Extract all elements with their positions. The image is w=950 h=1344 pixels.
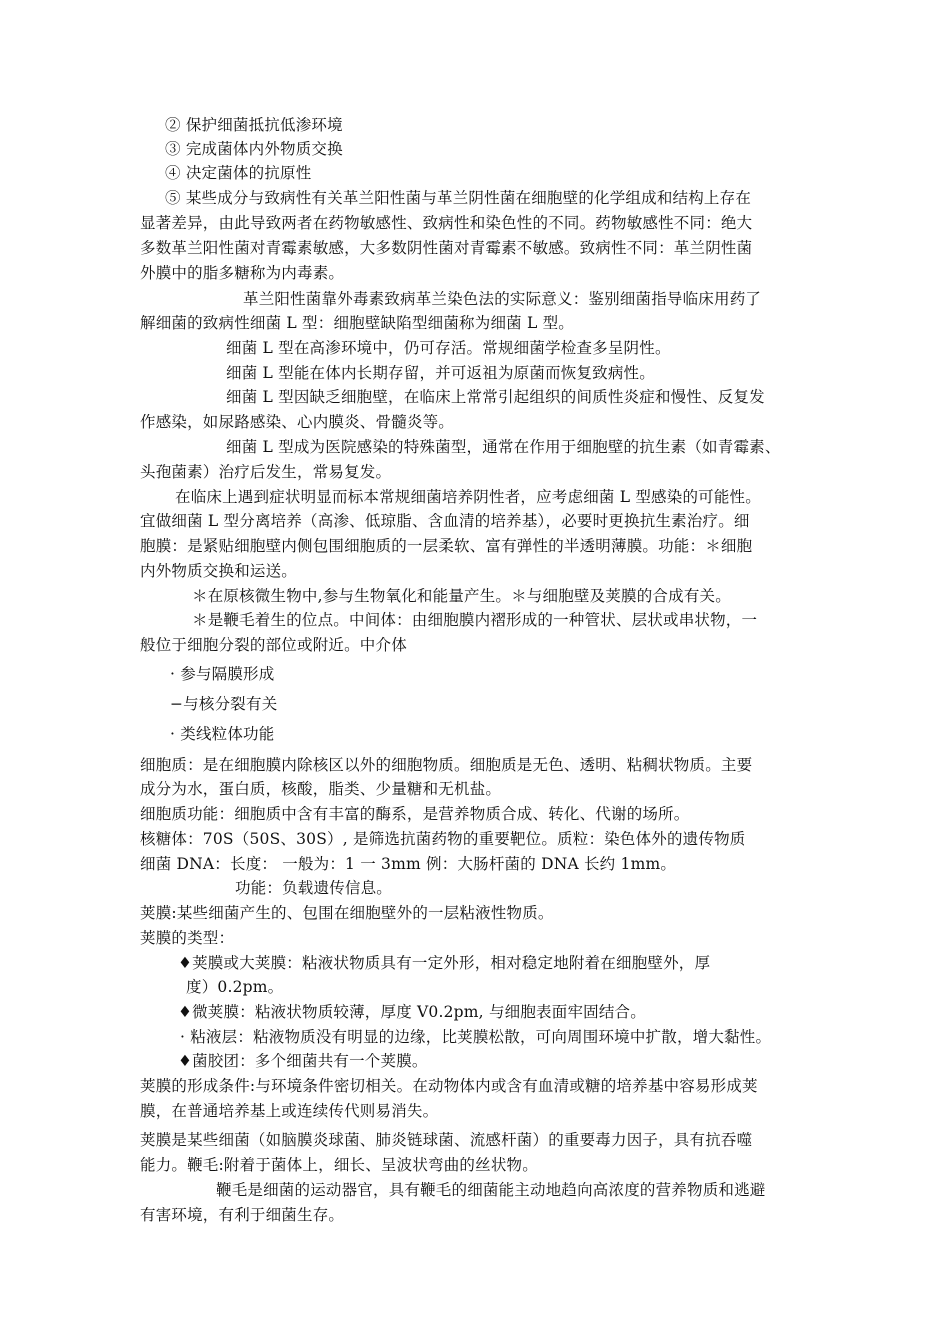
text-line: 荚膜的类型： bbox=[140, 929, 235, 947]
text-line: 鞭毛是细菌的运动器官，具有鞭毛的细菌能主动地趋向高浓度的营养物质和逃避 bbox=[216, 1181, 766, 1199]
text-line: 能力。鞭毛:附着于菌体上，细长、呈波状弯曲的丝状物。 bbox=[140, 1156, 538, 1174]
text-line: ④ 决定菌体的抗原性 bbox=[165, 164, 312, 182]
text-line: 细菌 DNA：长度： 一般为：1 一 3mm 例：大肠杆菌的 DNA 长约 1mm。 bbox=[140, 855, 677, 873]
text-line: 荚膜的形成条件:与环境条件密切相关。在动物体内或含有血清或糖的培养基中容易形成荚 bbox=[140, 1077, 758, 1095]
text-line: 膜，在普通培养基上或连续传代则易消失。 bbox=[140, 1102, 439, 1120]
text-line: 细胞质：是在细胞膜内除核区以外的细胞物质。细胞质是无色、透明、粘稠状物质。主要 bbox=[140, 756, 753, 774]
bullet-item: ♦荚膜或大荚膜：粘液状物质具有一定外形，相对稳定地附着在细胞壁外，厚 bbox=[178, 954, 711, 972]
text-line: 革兰阳性菌靠外毒素致病革兰染色法的实际意义：鉴别细菌指导临床用药了 bbox=[243, 290, 762, 308]
text-line: 宜做细菌 L 型分离培养（高渗、低琼脂、含血清的培养基），必要时更换抗生素治疗。细 bbox=[140, 512, 750, 530]
text-line: 细胞质功能：细胞质中含有丰富的酶系，是营养物质合成、转化、代谢的场所。 bbox=[140, 805, 690, 823]
text-line: 内外物质交换和运送。 bbox=[140, 562, 298, 580]
text-line: 作感染，如尿路感染、心内膜炎、骨髓炎等。 bbox=[140, 413, 455, 431]
text-line: 功能：负载遗传信息。 bbox=[235, 879, 393, 897]
text-line: 胞膜：是紧贴细胞壁内侧包围细胞质的一层柔软、富有弹性的半透明薄膜。功能：＊细胞 bbox=[140, 537, 753, 555]
text-line: ③ 完成菌体内外物质交换 bbox=[165, 140, 343, 158]
text-line: 显著差异，由此导致两者在药物敏感性、致病性和染色性的不同。药物敏感性不同：绝大 bbox=[140, 214, 753, 232]
text-line: 外膜中的脂多糖称为内毒素。 bbox=[140, 264, 345, 282]
text-line: 荚膜是某些细菌（如脑膜炎球菌、肺炎链球菌、流感杆菌）的重要毒力因子，具有抗吞噬 bbox=[140, 1131, 753, 1149]
bullet-item: · 粘液层：粘液物质没有明显的边缘，比荚膜松散，可向周围环境中扩散，增大黏性。 bbox=[180, 1028, 772, 1046]
text-line: 成分为水，蛋白质，核酸，脂类、少量糖和无机盐。 bbox=[140, 780, 502, 798]
text-line: 细菌 L 型在高渗环境中，仍可存活。常规细菌学检查多呈阴性。 bbox=[226, 339, 671, 357]
bullet-item: ♦菌胶团：多个细菌共有一个荚膜。 bbox=[178, 1052, 428, 1070]
text-line: 解细菌的致病性细菌 L 型：细胞壁缺陷型细菌称为细菌 L 型。 bbox=[140, 314, 574, 332]
text-line: 有害环境，有利于细菌生存。 bbox=[140, 1206, 345, 1224]
bullet-item: ♦微荚膜：粘液状物质较薄，厚度 V0.2pm, 与细胞表面牢固结合。 bbox=[178, 1003, 646, 1021]
bullet-item: · 参与隔膜形成 bbox=[170, 665, 275, 683]
text-line: 细菌 L 型因缺乏细胞壁，在临床上常常引起组织的间质性炎症和慢性、反复发 bbox=[226, 388, 765, 406]
text-line: ② 保护细菌抵抗低渗环境 bbox=[165, 116, 343, 134]
text-line: 般位于细胞分裂的部位或附近。中介体 bbox=[140, 636, 407, 654]
text-line: 在临床上遇到症状明显而标本常规细菌培养阴性者，应考虑细菌 L 型感染的可能性。 bbox=[175, 488, 761, 506]
text-line: ＊是鞭毛着生的位点。中间体：由细胞膜内褶形成的一种管状、层状或串状物，一 bbox=[192, 611, 758, 629]
text-line: 细菌 L 型成为医院感染的特殊菌型，通常在作用于细胞壁的抗生素（如青霉素、 bbox=[226, 438, 781, 456]
text-line: 度）0.2pm。 bbox=[186, 978, 284, 996]
text-line: 荚膜:某些细菌产生的、包围在细胞壁外的一层粘液性物质。 bbox=[140, 904, 554, 922]
text-line: 细菌 L 型能在体内长期存留，并可返祖为原菌而恢复致病性。 bbox=[226, 364, 655, 382]
text-line: 头孢菌素）治疗后发生，常易复发。 bbox=[140, 463, 392, 481]
text-line: ＊在原核微生物中,参与生物氧化和能量产生。＊与细胞壁及荚膜的合成有关。 bbox=[192, 587, 731, 605]
text-line: 核糖体：70S（50S、30S）, 是筛选抗菌药物的重要靶位。质粒：染色体外的遗传物质 bbox=[140, 830, 746, 848]
bullet-item: · 类线粒体功能 bbox=[170, 725, 275, 743]
bullet-item: −与核分裂有关 bbox=[170, 695, 278, 713]
text-line: ⑤ 某些成分与致病性有关革兰阳性菌与革兰阴性菌在细胞壁的化学组成和结构上存在 bbox=[165, 189, 752, 207]
text-line: 多数革兰阳性菌对青霉素敏感，大多数阴性菌对青霉素不敏感。致病性不同：革兰阴性菌 bbox=[140, 239, 753, 257]
